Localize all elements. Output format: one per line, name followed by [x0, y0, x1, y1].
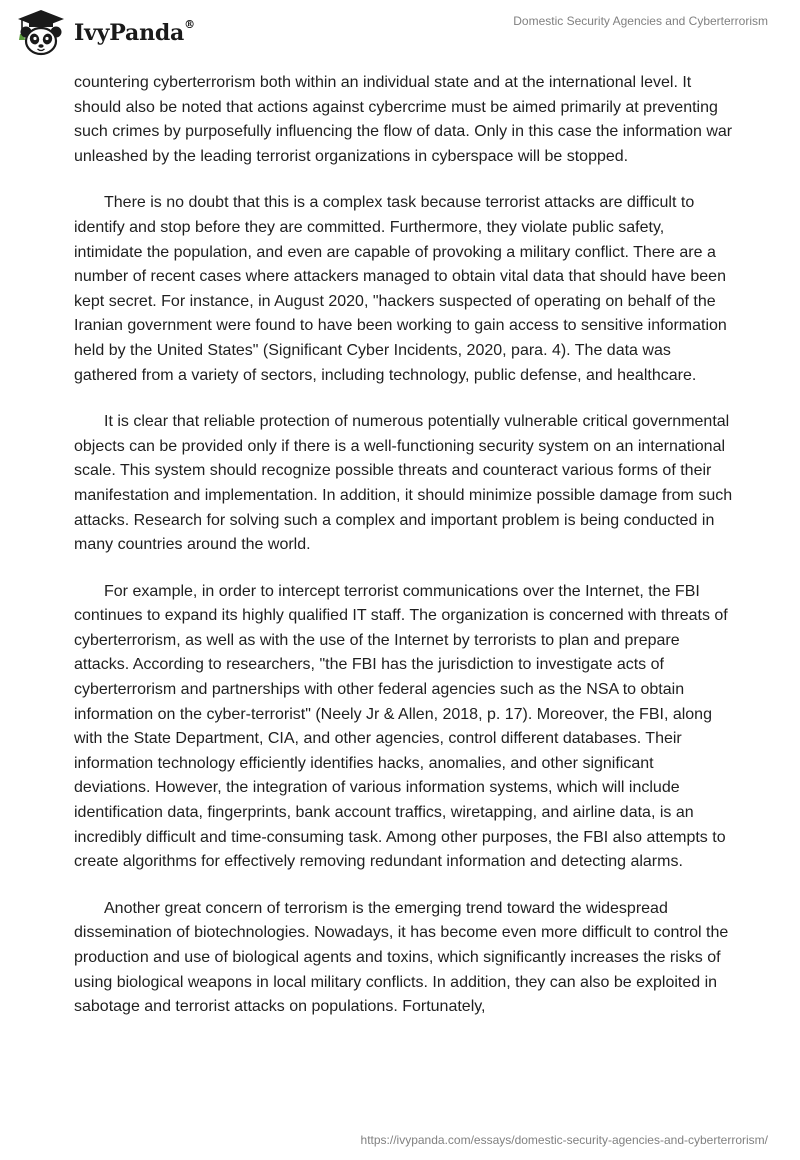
logo-wordmark — [74, 20, 195, 46]
logo-registered-mark: ® — [184, 18, 195, 31]
source-url-link[interactable]: https://ivypanda.com/essays/domestic-security-agencies-and-cyberterrorism/ — [360, 1133, 768, 1147]
document-title: Domestic Security Agencies and Cyberterrorism — [513, 14, 768, 28]
panda-graduate-icon — [14, 8, 68, 58]
paragraph: There is no doubt that this is a complex task because terrorist attacks are difficult to identify and stop before they are committed. Furthermore, they violate public safety, intimidate the population, and even are capable of provoking a military conflict. There are a number of recent cases where attackers managed to obtain vital data that should have been kept secret. For instance, in August 2020, "hackers suspected of operating on behalf of the Iranian government were found to have been working to gain access to sensitive information held by the United States" (Significant Cyber Incidents, 2020, para. 4). The data was gathered from a variety of sectors, including technology, public defense, and healthcare. — [74, 194, 727, 384]
page-header — [0, 0, 800, 70]
paragraph: It is clear that reliable protection of numerous potentially vulnerable critical governmental objects can be provided only if there is a well-functioning security system on an international scale. This system should recognize possible threats and counteract various forms of their manifestation and implementation. In addition, it should minimize possible damage from such attacks. Research for solving such a complex and important problem is being conducted in many countries around the world. — [74, 413, 733, 554]
paragraph: countering cyberterrorism both within an individual state and at the international level. It should also be noted that actions against cybercrime must be aimed primarily at preventing such crimes by purposefully influencing the flow of data. Only in this case the information war unleashed by the leading terrorist organizations in cyberspace will be stopped. — [74, 74, 733, 165]
paragraph: Another great concern of terrorism is the emerging trend toward the widespread dissemination of biotechnologies. Nowadays, it has become even more difficult to control the production and use of biological agents and toxins, which significantly increases the risks of using biological weapons in local military conflicts. In addition, they can also be exploited in sabotage and terrorist attacks on populations. Fortunately, — [74, 899, 729, 1016]
logo-name: IvyPanda — [74, 20, 185, 46]
essay-body — [74, 71, 734, 1042]
ivypanda-logo[interactable] — [14, 8, 195, 58]
paragraph: For example, in order to intercept terrorist communications over the Internet, the FBI continues to expand its highly qualified IT staff. The organization is concerned with threats of cyberterrorism, as well as with the use of the Internet by terrorists to plan and prepare attacks. According to researchers, "the FBI has the jurisdiction to investigate acts of cyberterrorism and partnerships with other federal agencies such as the NSA to obtain information on the cyber-terrorist" (Neely Jr & Allen, 2018, p. 17). Moreover, the FBI, along with the State Department, CIA, and other agencies, control different databases. Their information technology efficiently identifies hacks, anomalies, and other significant deviations. However, the integration of various information systems, which will include identification data, fingerprints, bank account traffics, wiretapping, and airline data, is an incredibly difficult and time-consuming task. Among other purposes, the FBI also attempts to create algorithms for effectively removing redundant information and detecting alarms. — [74, 582, 728, 871]
